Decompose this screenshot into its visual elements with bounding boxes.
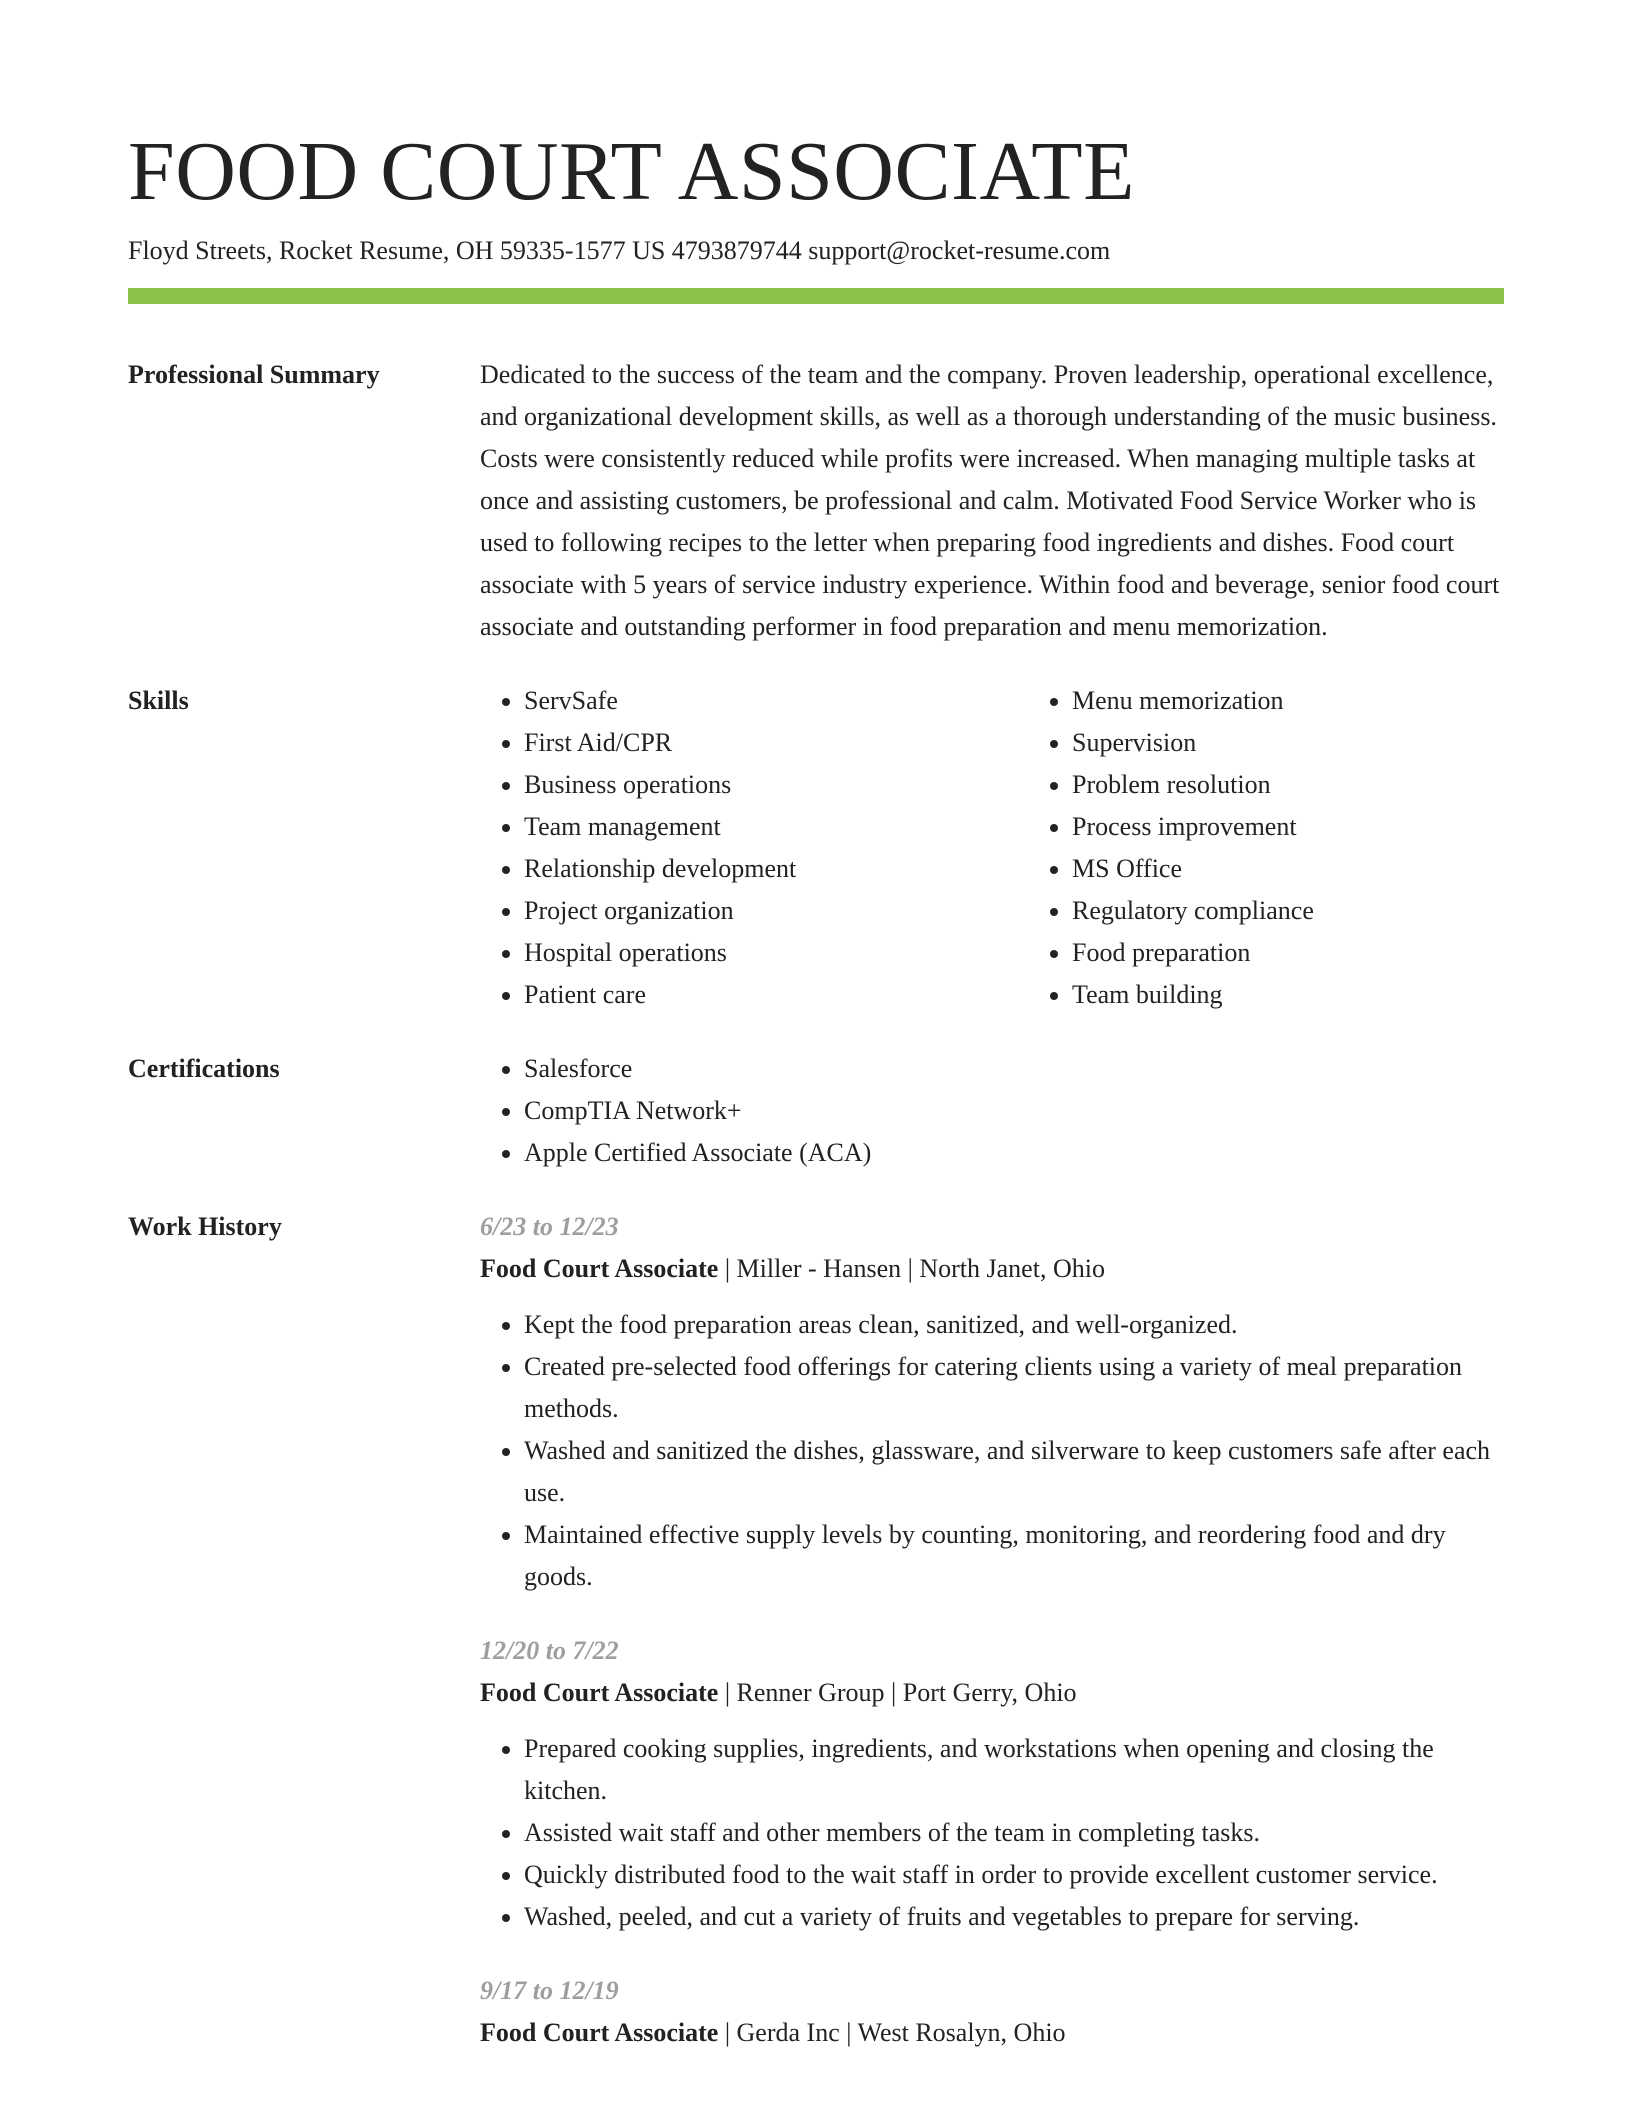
skill-item: • Team building bbox=[1072, 974, 1576, 1016]
skills-list-left bbox=[480, 680, 1028, 1016]
summary-section bbox=[128, 354, 1504, 648]
header-divider bbox=[128, 288, 1504, 304]
skill-item: • Business operations bbox=[524, 764, 1028, 806]
skill-item: • Hospital operations bbox=[524, 932, 1028, 974]
job-duty: • Quickly distributed food to the wait staff in order to provide excellent customer service. bbox=[524, 1854, 1504, 1896]
skill-item: • Relationship development bbox=[524, 848, 1028, 890]
resume-title: FOOD COURT ASSOCIATE bbox=[128, 125, 1135, 218]
job-heading bbox=[480, 1248, 1504, 1290]
work-history-label: Work History bbox=[128, 1212, 282, 1241]
certification-item: • Salesforce bbox=[524, 1048, 1504, 1090]
certification-item: • CompTIA Network+ bbox=[524, 1090, 1504, 1132]
skill-item: • Process improvement bbox=[1072, 806, 1576, 848]
job-entry bbox=[480, 1630, 1504, 1938]
job-dates: 6/23 to 12/23 bbox=[480, 1212, 619, 1241]
job-title: Food Court Associate bbox=[480, 2018, 719, 2047]
summary-text: Dedicated to the success of the team and the company. Proven leadership, operational excellence, and organizational development skills, as well as a thorough understanding of the music business. Costs were consistently reduced while profits were increased. When managing multiple tasks at once and assisting customers, be professional and calm. Motivated Food Service Worker who is used to following recipes to the letter when preparing food ingredients and dishes. Food court associate with 5 years of service industry experience. Within food and beverage, senior food court associate and outstanding performer in food preparation and menu memorization. bbox=[480, 360, 1500, 641]
certifications-list bbox=[480, 1048, 1504, 1174]
skills-list-right bbox=[1028, 680, 1576, 1016]
job-duty: • Washed, peeled, and cut a variety of fruits and vegetables to prepare for serving. bbox=[524, 1896, 1504, 1938]
job-dates: 9/17 to 12/19 bbox=[480, 1976, 619, 2005]
job-heading bbox=[480, 1672, 1504, 1714]
work-history-section bbox=[128, 1206, 1504, 2086]
job-duty: • Washed and sanitized the dishes, glassware, and silverware to keep customers safe after each use. bbox=[524, 1430, 1504, 1514]
certification-item: • Apple Certified Associate (ACA) bbox=[524, 1132, 1504, 1174]
skill-item: • Supervision bbox=[1072, 722, 1576, 764]
job-heading bbox=[480, 2012, 1504, 2054]
skills-label: Skills bbox=[128, 686, 189, 715]
job-duty: • Assisted wait staff and other members of the team in completing tasks. bbox=[524, 1812, 1504, 1854]
contact-line: Floyd Streets, Rocket Resume, OH 59335-1577 US 4793879744 support@rocket-resume.com bbox=[128, 236, 1111, 265]
job-entry bbox=[480, 1970, 1504, 2054]
job-duties-list bbox=[480, 1728, 1504, 1938]
skills-section bbox=[128, 680, 1504, 1016]
job-duty: • Created pre-selected food offerings for catering clients using a variety of meal preparation methods. bbox=[524, 1346, 1504, 1430]
job-employer-location: | Renner Group | Port Gerry, Ohio bbox=[718, 1678, 1077, 1707]
skill-item: • Project organization bbox=[524, 890, 1028, 932]
job-duty: • Maintained effective supply levels by counting, monitoring, and reordering food and dry goods. bbox=[524, 1514, 1504, 1598]
skill-item: • ServSafe bbox=[524, 680, 1028, 722]
skill-item: • Regulatory compliance bbox=[1072, 890, 1576, 932]
job-title: Food Court Associate bbox=[480, 1678, 719, 1707]
summary-label: Professional Summary bbox=[128, 360, 380, 389]
skill-item: • Team management bbox=[524, 806, 1028, 848]
job-dates: 12/20 to 7/22 bbox=[480, 1636, 619, 1665]
job-duties-list bbox=[480, 1304, 1504, 1598]
job-duty: • Prepared cooking supplies, ingredients, and workstations when opening and closing the kitchen. bbox=[524, 1728, 1504, 1812]
skill-item: • MS Office bbox=[1072, 848, 1576, 890]
skill-item: • First Aid/CPR bbox=[524, 722, 1028, 764]
certifications-label: Certifications bbox=[128, 1054, 280, 1083]
certifications-section bbox=[128, 1048, 1504, 1174]
job-duty: • Kept the food preparation areas clean, sanitized, and well-organized. bbox=[524, 1304, 1504, 1346]
job-employer-location: | Miller - Hansen | North Janet, Ohio bbox=[718, 1254, 1105, 1283]
job-employer-location: | Gerda Inc | West Rosalyn, Ohio bbox=[718, 2018, 1066, 2047]
skill-item: • Patient care bbox=[524, 974, 1028, 1016]
skill-item: • Menu memorization bbox=[1072, 680, 1576, 722]
resume-page bbox=[128, 0, 1504, 2086]
skill-item: • Food preparation bbox=[1072, 932, 1576, 974]
job-title: Food Court Associate bbox=[480, 1254, 719, 1283]
job-entry bbox=[480, 1206, 1504, 1598]
skill-item: • Problem resolution bbox=[1072, 764, 1576, 806]
